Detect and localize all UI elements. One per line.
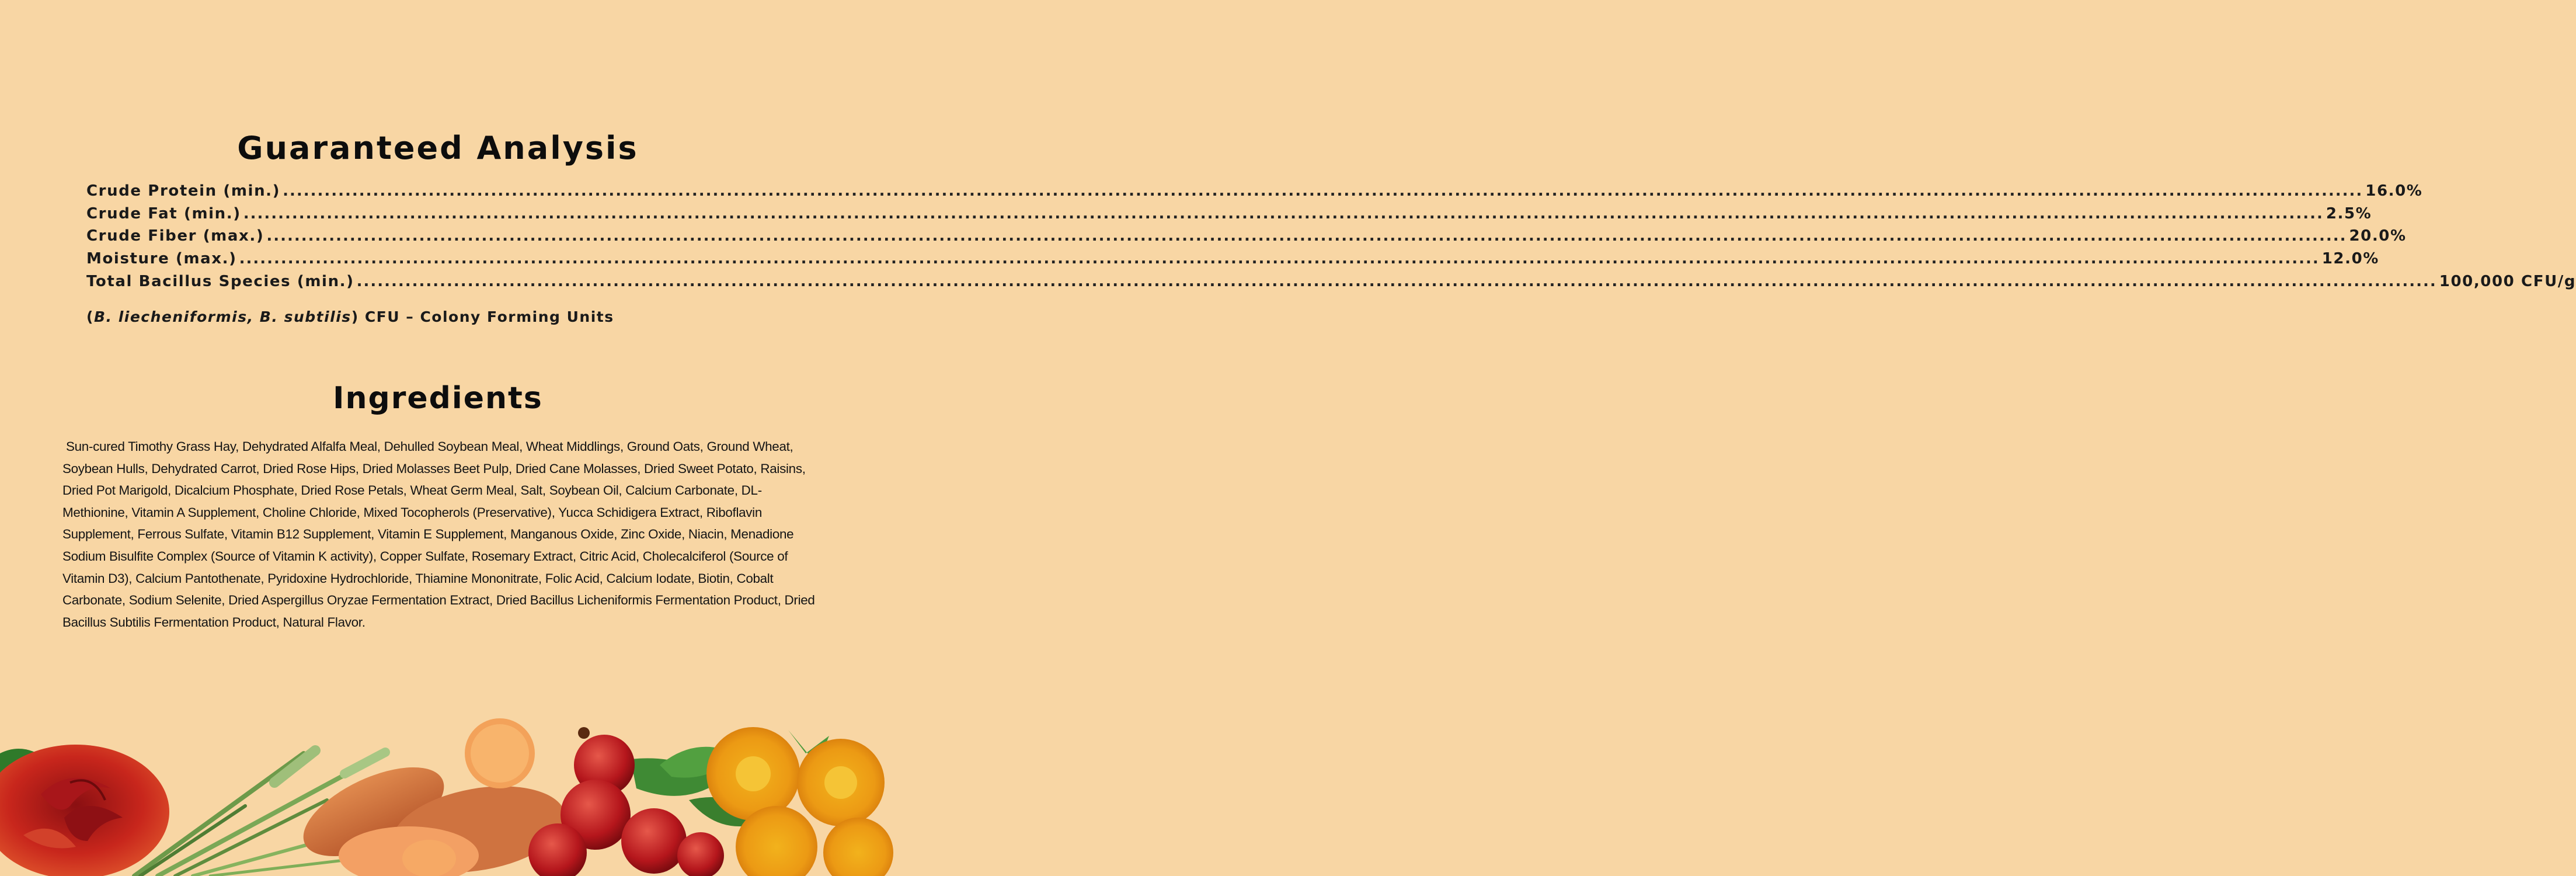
ingredients-title: Ingredients [333, 381, 543, 416]
dot-leader: ............................................................................................................................................................................................................................................................................................................ [243, 204, 2324, 223]
footnote-species: B. liecheniformis, B. subtilis [93, 308, 351, 325]
dot-leader: ............................................................................................................................................................................................................................................................................................................ [356, 272, 2437, 290]
produce-illustration [0, 718, 876, 876]
analysis-row-crude-protein [86, 182, 2423, 205]
analysis-value: 20.0% [2349, 227, 2407, 245]
footnote-rest: ) CFU – Colony Forming Units [351, 308, 614, 325]
dot-leader: ............................................................................................................................................................................................................................................................................................................ [266, 227, 2347, 245]
analysis-value: 2.5% [2326, 204, 2372, 223]
analysis-label: Crude Protein (min.) [86, 182, 281, 200]
guaranteed-analysis-title: Guaranteed Analysis [237, 130, 639, 166]
dot-leader: ............................................................................................................................................................................................................................................................................................................ [239, 250, 2320, 268]
analysis-value: 100,000 CFU/g [2439, 272, 2576, 290]
guaranteed-analysis-list [86, 182, 2576, 295]
analysis-row-crude-fiber [86, 227, 2407, 250]
footnote-open: ( [86, 308, 94, 325]
dot-leader: ............................................................................................................................................................................................................................................................................................................ [283, 182, 2363, 200]
rose-icon [0, 745, 169, 876]
analysis-label: Crude Fat (min.) [86, 204, 241, 223]
analysis-row-moisture [86, 250, 2379, 273]
analysis-value: 12.0% [2321, 250, 2379, 268]
cfu-footnote [86, 308, 614, 325]
analysis-label: Total Bacillus Species (min.) [86, 272, 354, 290]
marigold-icon [706, 727, 893, 876]
analysis-label: Crude Fiber (max.) [86, 227, 264, 245]
ingredients-text: Sun-cured Timothy Grass Hay, Dehydrated Alfalfa Meal, Dehulled Soybean Meal, Wheat Middlings, Ground Oats, Ground Wheat, Soybean Hulls, Dehydrated Carrot, Dried Rose Hips, Dried Molasses Beet Pulp, Dried Cane Molasses, Dried Sweet Potato, Raisins, Dried Pot Marigold, Dicalcium Phosphate, Dried Rose Petals, Wheat Germ Meal, Salt, Soybean Oil, Calcium Carbonate, DL-Methionine, Vitamin A Supplement, Choline Chloride, Mixed Tocopherols (Preservative), Yucca Schidigera Extract, Riboflavin Supplement, Ferrous Sulfate, Vitamin B12 Supplement, Vitamin E Supplement, Manganous Oxide, Zinc Oxide, Niacin, Menadione Sodium Bisulfite Complex (Source of Vitamin K activity), Copper Sulfate, Rosemary Extract, Citric Acid, Cholecalciferol (Source of Vitamin D3), Calcium Pantothenate, Pyridoxine Hydrochloride, Thiamine Mononitrate, Folic Acid, Calcium Iodate, Biotin, Cobalt Carbonate, Sodium Selenite, Dried Aspergillus Oryzae Fermentation Extract, Dried Bacillus Licheniformis Fermentation Product, Dried Bacillus Subtilis Fermentation Product, Natural Flavor. [62, 439, 815, 630]
analysis-row-bacillus [86, 272, 2576, 296]
analysis-row-crude-fat [86, 204, 2372, 228]
analysis-label: Moisture (max.) [86, 250, 237, 268]
analysis-value: 16.0% [2365, 182, 2423, 200]
